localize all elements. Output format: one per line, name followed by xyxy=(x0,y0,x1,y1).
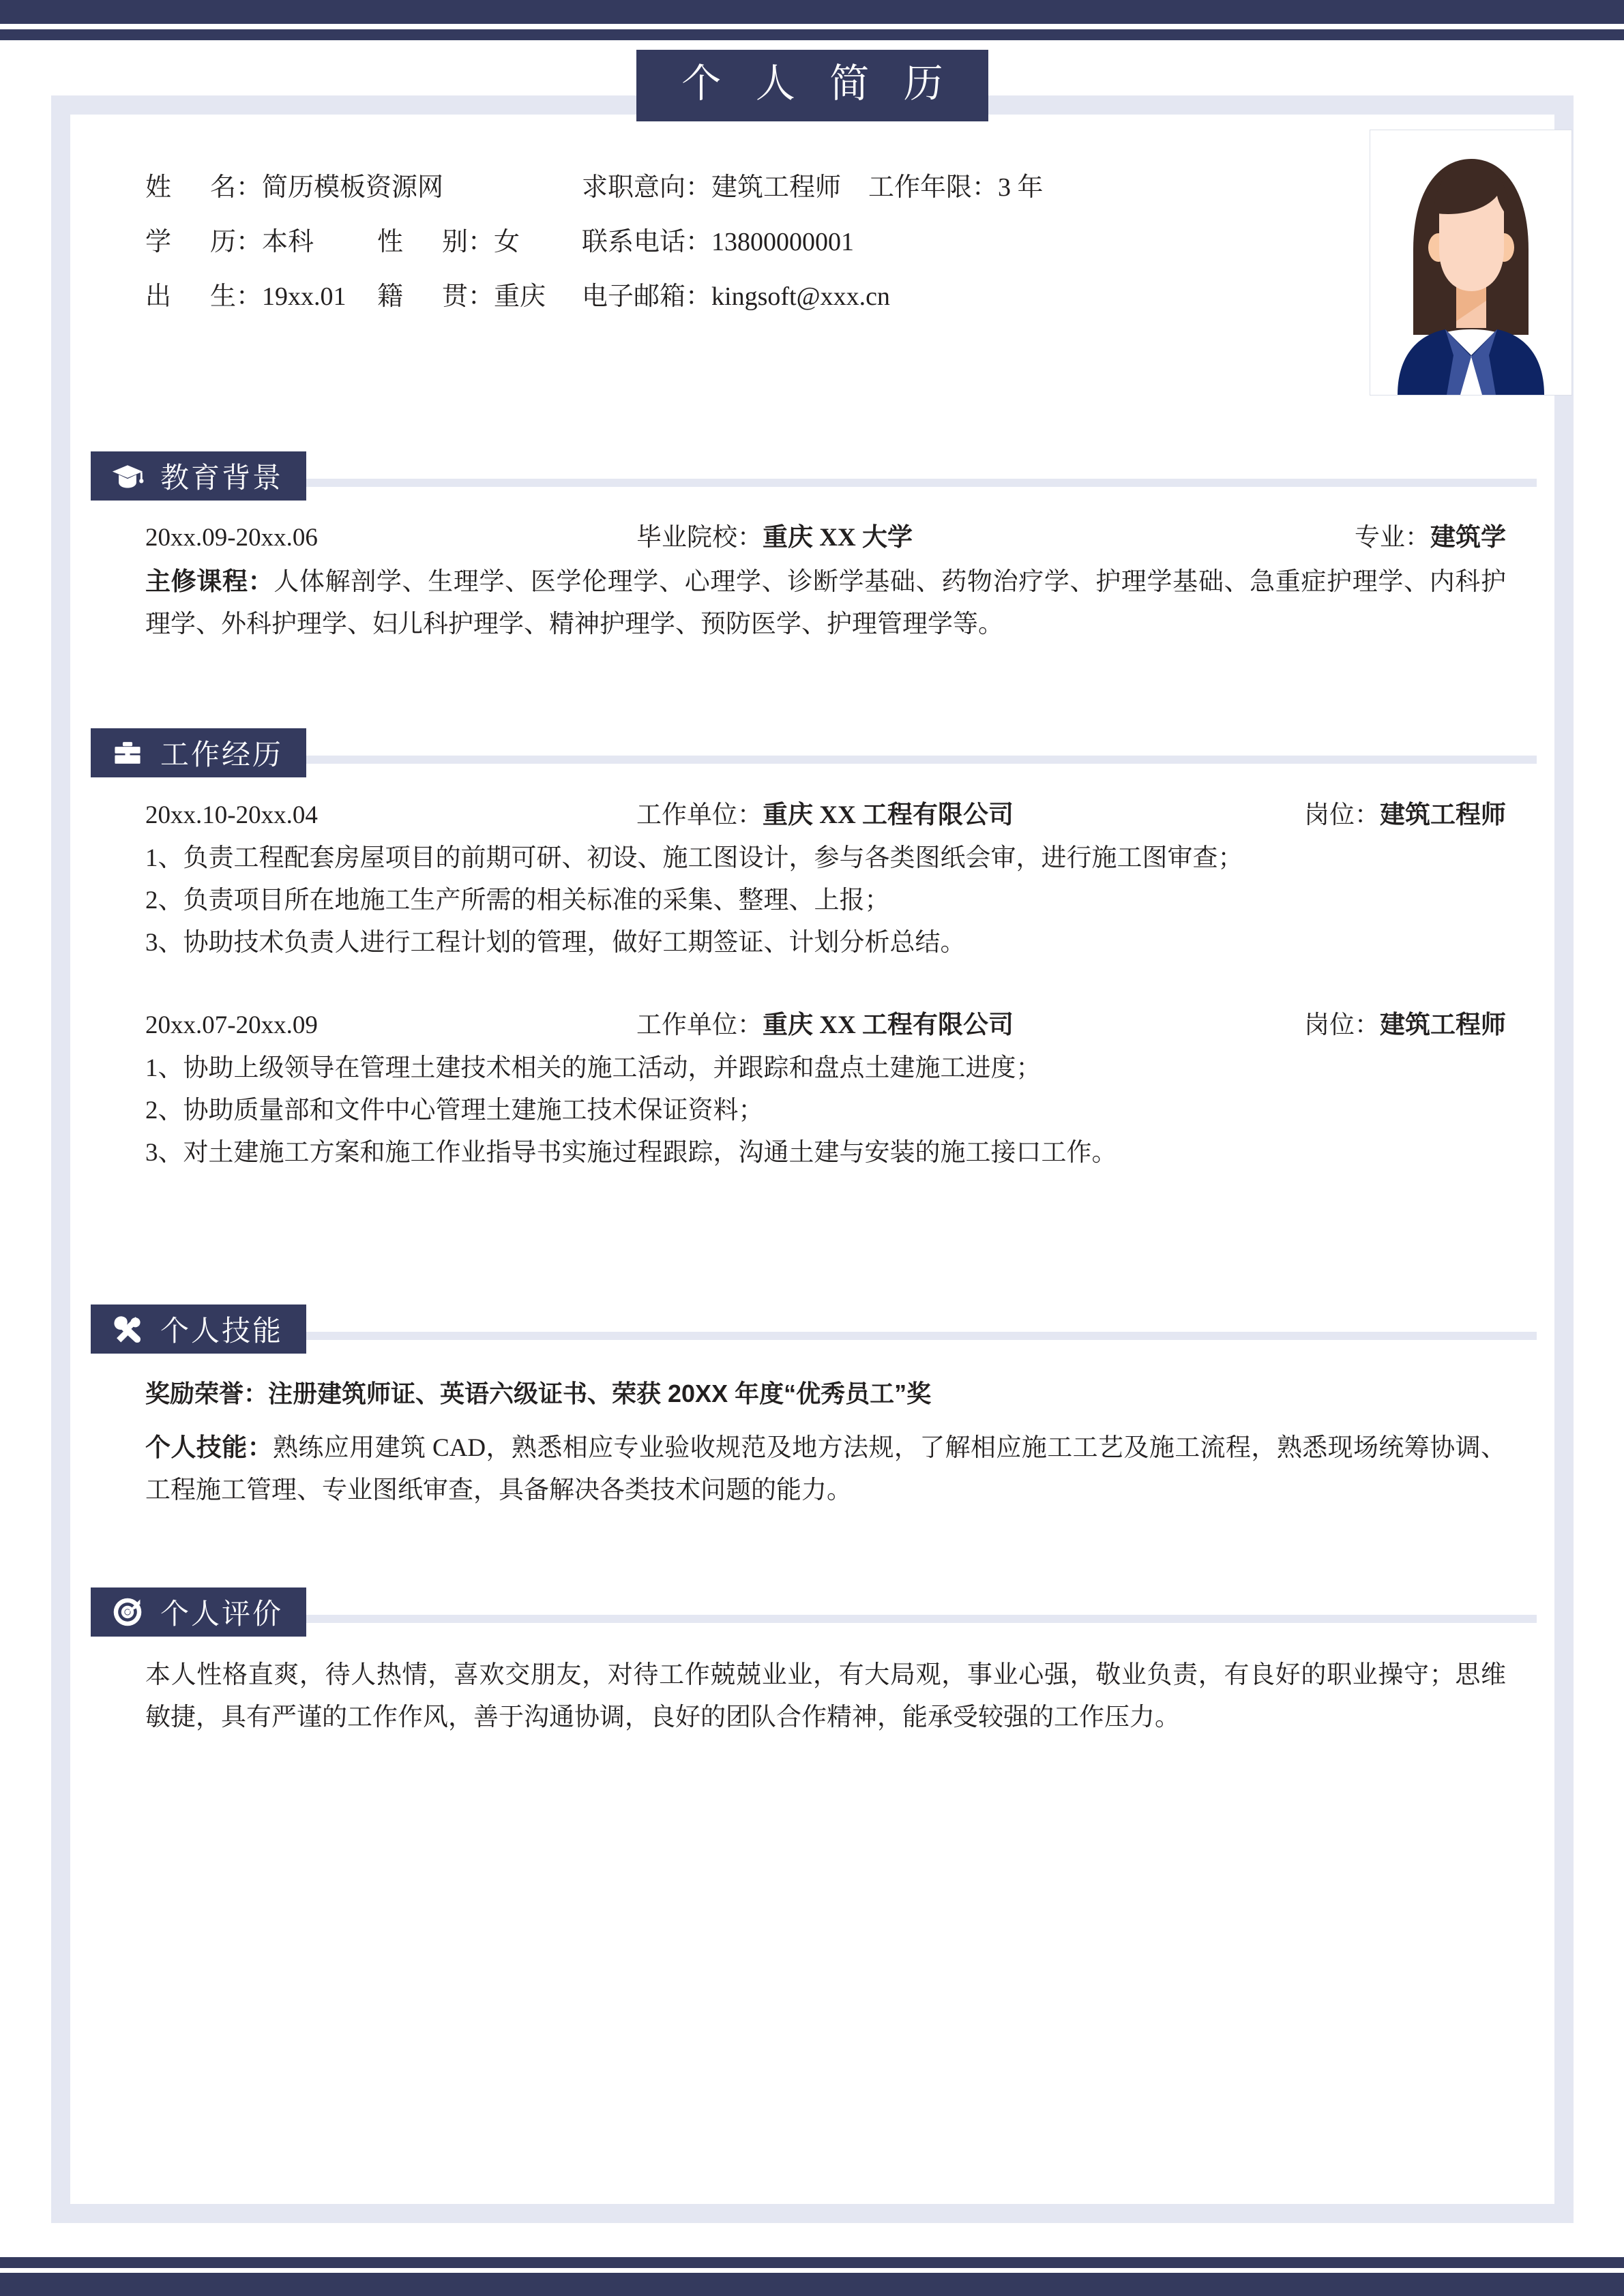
document-title-wrap xyxy=(70,50,1554,121)
resume-content xyxy=(70,115,1554,2204)
work-position xyxy=(1304,794,1506,837)
education-school xyxy=(636,517,1355,559)
section-rule xyxy=(295,756,1537,764)
hometown-label: 籍 贯： xyxy=(377,282,494,311)
company-value: 重庆 XX 工程有限公司 xyxy=(763,801,1014,829)
briefcase-icon xyxy=(110,735,145,771)
company-label: 工作单位： xyxy=(636,801,763,829)
section-rule xyxy=(295,479,1537,487)
personal-info-block xyxy=(145,166,1373,329)
portrait-illustration-icon xyxy=(1370,130,1571,395)
awards-line xyxy=(145,1373,1506,1415)
email-value: kingsoft@xxx.cn xyxy=(711,282,890,311)
education-period: 20xx.09-20xx.06 xyxy=(145,524,318,552)
education-label: 学 历： xyxy=(145,228,263,256)
awards-label: 奖励荣誉： xyxy=(145,1380,269,1407)
work-entry-1-duty-1: 1、负责工程配套房屋项目的前期可研、初设、施工图设计，参与各类图纸会审，进行施工图审查； xyxy=(145,844,1243,872)
graduation-cap-icon xyxy=(110,458,145,494)
work-entry-1-duty-2: 2、负责项目所在地施工生产所需的相关标准的采集、整理、上报； xyxy=(145,886,890,914)
field-gender xyxy=(377,220,582,258)
field-education-level xyxy=(145,220,377,258)
section-header-evaluation xyxy=(91,1587,1537,1637)
section-header-education xyxy=(91,451,1537,501)
education-major xyxy=(1355,517,1506,559)
section-tab-skills xyxy=(91,1304,306,1354)
field-hometown xyxy=(377,275,582,312)
field-phone xyxy=(582,220,854,258)
field-name xyxy=(145,166,582,203)
phone-label: 联系电话： xyxy=(582,228,712,256)
page-frame xyxy=(51,61,1574,2223)
skills-label: 个人技能： xyxy=(145,1434,273,1462)
email-label: 电子邮箱： xyxy=(582,282,712,311)
target-icon xyxy=(110,1594,145,1630)
work-entry-1-duty-3: 3、协助技术负责人进行工程计划的管理，做好工期签证、计划分析总结。 xyxy=(145,929,966,957)
education-courses xyxy=(145,561,1506,646)
section-tab-evaluation xyxy=(91,1587,306,1637)
education-row xyxy=(145,517,1506,559)
awards-value: 注册建筑师证、英语六级证书、荣获 20XX 年度“优秀员工”奖 xyxy=(268,1380,932,1407)
school-value: 重庆 XX 大学 xyxy=(763,524,913,552)
position-value: 建筑工程师 xyxy=(1380,1011,1506,1039)
work-entry-2-header xyxy=(145,1004,1506,1047)
skills-value: 熟练应用建筑 CAD，熟悉相应专业验收规范及地方法规，了解相应施工工艺及施工流程，熟悉现场统筹协调、工程施工管理、专业图纸审查，具备解决各类技术问题的能力。 xyxy=(145,1434,1506,1504)
company-label: 工作单位： xyxy=(636,1011,763,1039)
position-label: 岗位： xyxy=(1304,1011,1380,1039)
section-tab-education xyxy=(91,451,306,501)
section-title-education: 教育背景 xyxy=(160,463,284,494)
top-accent-bar-thin xyxy=(0,29,1624,40)
section-rule xyxy=(295,1332,1537,1340)
work-row xyxy=(145,1004,1506,1047)
major-label: 专业： xyxy=(1355,524,1430,552)
birth-value: 19xx.01 xyxy=(262,282,346,311)
top-accent-bar-thick xyxy=(0,0,1624,24)
phone-value: 13800000001 xyxy=(711,228,855,256)
bottom-accent-bar-thin xyxy=(0,2257,1624,2268)
work-entry-2-duty-1: 1、协助上级领导在管理土建技术相关的施工活动，并跟踪和盘点土建施工进度； xyxy=(145,1054,1042,1082)
info-row-3 xyxy=(145,275,1373,329)
school-label: 毕业院校： xyxy=(636,524,763,552)
position-label: 岗位： xyxy=(1304,801,1380,829)
avatar xyxy=(1370,130,1572,396)
work-row xyxy=(145,794,1506,837)
work-entry-2-duty-3: 3、对土建施工方案和施工作业指导书实施过程跟踪，沟通土建与安装的施工接口工作。 xyxy=(145,1139,1117,1167)
work-company xyxy=(636,1004,1304,1047)
section-title-work: 工作经历 xyxy=(160,740,284,771)
work-company xyxy=(636,794,1304,837)
work-entry-1-header xyxy=(145,794,1506,837)
work-position xyxy=(1304,1004,1506,1047)
objective-label: 求职意向： xyxy=(582,173,712,202)
work-period: 20xx.10-20xx.04 xyxy=(145,801,318,829)
company-value: 重庆 XX 工程有限公司 xyxy=(763,1011,1014,1039)
birth-label: 出 生： xyxy=(145,282,263,311)
skills-paragraph xyxy=(145,1427,1506,1512)
page-sheet xyxy=(70,61,1554,2204)
bottom-accent-bar-thick xyxy=(0,2273,1624,2296)
section-header-work xyxy=(91,728,1537,777)
section-title-evaluation: 个人评价 xyxy=(160,1599,284,1630)
years-label: 工作年限： xyxy=(868,173,999,202)
name-label: 姓 名： xyxy=(145,173,263,202)
field-email xyxy=(582,275,890,312)
info-row-1 xyxy=(145,166,1373,220)
evaluation-paragraph: 本人性格直爽，待人热情，喜欢交朋友，对待工作兢兢业业，有大局观，事业心强，敬业负责，有良好的职业操守；思维敏捷，具有严谨的工作作风，善于沟通协调，良好的团队合作精神，能承受较强的工作压力。 xyxy=(145,1661,1506,1731)
work-entry-2-duty-2: 2、协助质量部和文件中心管理土建施工技术保证资料； xyxy=(145,1097,764,1124)
major-value: 建筑学 xyxy=(1430,524,1506,552)
info-row-2 xyxy=(145,220,1373,275)
gender-value: 女 xyxy=(494,228,520,256)
education-entry-row xyxy=(145,517,1506,559)
education-value: 本科 xyxy=(262,228,314,256)
field-birth xyxy=(145,275,377,312)
section-header-skills xyxy=(91,1304,1537,1354)
page-title: 个 人 简 历 xyxy=(636,50,988,121)
section-rule xyxy=(295,1615,1537,1623)
objective-value: 建筑工程师 xyxy=(711,173,842,202)
section-title-skills: 个人技能 xyxy=(160,1316,284,1347)
name-value: 简历模板资源网 xyxy=(262,173,444,202)
courses-value: 人体解剖学、生理学、医学伦理学、心理学、诊断学基础、药物治疗学、护理学基础、急重症护理学、内科护理学、外科护理学、妇儿科护理学、精神护理学、预防医学、护理管理学等。 xyxy=(145,568,1507,638)
field-objective xyxy=(582,166,841,203)
tools-icon xyxy=(110,1311,145,1347)
years-value: 3 年 xyxy=(998,173,1044,202)
field-years xyxy=(868,166,1044,203)
work-period: 20xx.07-20xx.09 xyxy=(145,1011,318,1039)
gender-label: 性 别： xyxy=(377,228,494,256)
position-value: 建筑工程师 xyxy=(1380,801,1506,829)
section-tab-work xyxy=(91,728,306,777)
hometown-value: 重庆 xyxy=(494,282,546,311)
courses-label: 主修课程： xyxy=(145,568,274,596)
